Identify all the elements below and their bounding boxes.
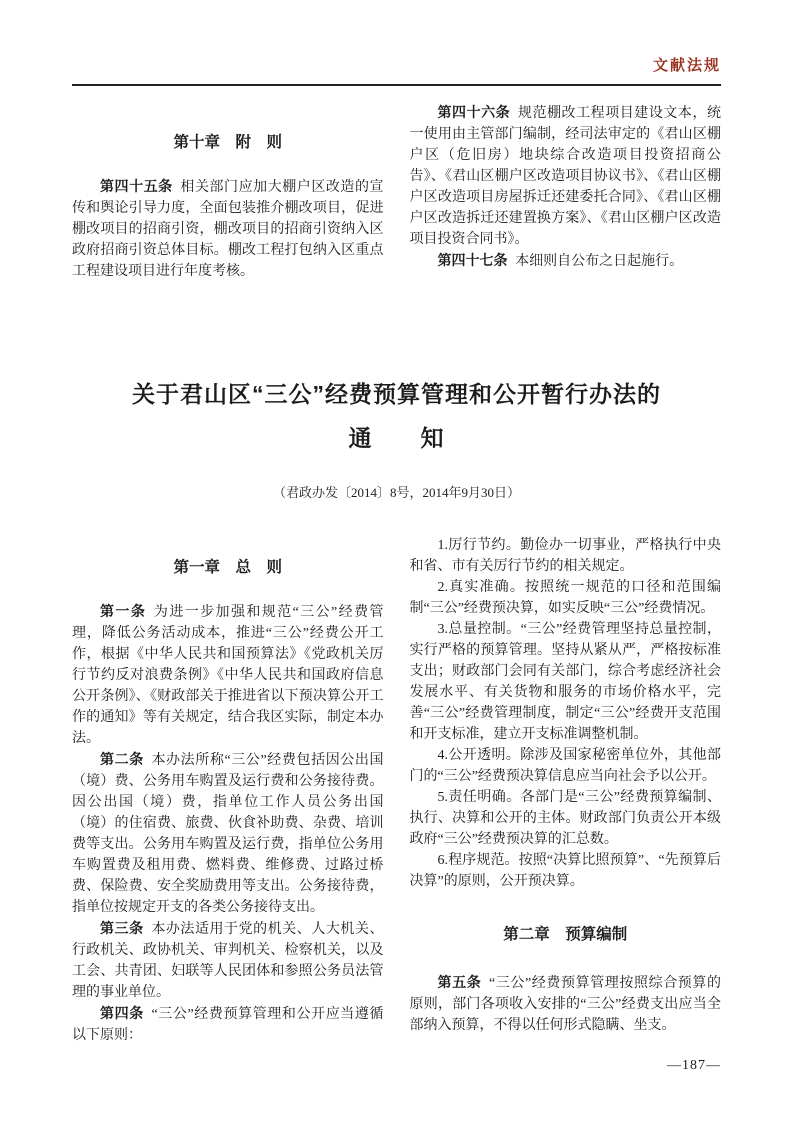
principle-item-2: 2.真实准确。按照统一规范的口径和范围编制“三公”经费预决算，如实反映“三公”经费情况。: [409, 579, 721, 616]
top-section: [72, 102, 721, 282]
article-47-text: 本细则自公布之日起施行。: [515, 254, 684, 269]
article-46-paragraph: [410, 102, 722, 250]
article-4-text: “三公”经费预算管理和公开应当遵循以下原则：: [72, 1006, 384, 1043]
article-46-text: 规范棚改工程项目建设文本，统一使用由主管部门编制，经司法审定的《君山区棚户区（危旧房）地块综合改造项目投资招商公告》、《君山区棚户区改造项目协议书》、《君山区棚户区改造项目房屋拆迁还建委托合同》、《君山区棚户区改造拆迁还建置换方案》、《君山区棚户区改造项目投资合同书》。: [409, 106, 722, 247]
article-4-lead: 第四条: [100, 1004, 144, 1021]
article-45-lead: 第四十五条: [100, 178, 173, 194]
article-45-text: 相关部门应加大棚户区改造的宣传和舆论引导力度，全面包装推介棚改项目，促进棚改项目的招商引资，棚改项目的招商引资纳入区政府招商引资总体目标。棚改工程打包纳入区重点工程建设项目进行年度考核。: [72, 180, 384, 279]
article-1-paragraph: [72, 601, 384, 749]
main-section: [72, 535, 721, 1046]
article-1-lead: 第一条: [100, 602, 147, 619]
article-3-lead: 第三条: [100, 919, 144, 936]
document-title-line1: 关于君山区“三公”经费预算管理和公开暂行办法的: [132, 381, 661, 407]
principle-item-6: 6.程序规范。按照“决算比照预算”、“先预算后决算”的原则，公开预决算。: [409, 852, 721, 889]
principle-item-5: 5.责任明确。各部门是“三公”经费预算编制、执行、决算和公开的主体。财政部门负责公开本级政府“三公”经费预决算的汇总数。: [409, 789, 721, 847]
article-47-lead: 第四十七条: [437, 252, 508, 268]
main-right-column: [410, 535, 722, 1046]
article-47-paragraph: [410, 250, 722, 272]
page-header: [72, 54, 721, 75]
article-2-paragraph: [72, 749, 384, 918]
article-3-paragraph: [72, 918, 384, 1003]
principle-item-3: 3.总量控制。“三公”经费管理坚持总量控制，实行严格的预算管理。坚持从紧从严，严格按标准支出；财政部门会同有关部门，综合考虑经济社会发展水平、有关货物和服务的市场价格水平，完善“三公”经费管理制度，制定“三公”经费开支范围和开支标准，建立开支标准调整机制。: [409, 621, 721, 742]
article-1-text: 为进一步加强和规范“三公”经费管理，降低公务活动成本，推进“三公”经费公开工作，根据《中华人民共和国预算法》《党政机关厉行节约反对浪费条例》《中华人民共和国政府信息公开条例》、《财政部关于推进省以下预决算公开工作的通知》等有关规定，结合我区实际，制定本办法。: [72, 604, 384, 746]
document-source-note: （君政办发〔2014〕8号，2014年9月30日）: [272, 484, 520, 500]
header-rule: [72, 84, 721, 86]
principle-item-1: 1.厉行节约。勤俭办一切事业，严格执行中央和省、市有关厉行节约的相关规定。: [409, 537, 721, 574]
top-right-column: [410, 102, 722, 282]
article-5-text: “三公”经费预算管理按照综合预算的原则，部门各项收入安排的“三公”经费支出应当全部纳入预算，不得以任何形式隐瞒、坐支。: [409, 975, 721, 1033]
principle-item-4: 4.公开透明。除涉及国家秘密单位外，其他部门的“三公”经费预决算信息应当向社会予以公开。: [409, 747, 721, 784]
article-2-lead: 第二条: [100, 750, 144, 767]
article-4-paragraph: [72, 1003, 384, 1046]
header-section-label: 文献法规: [652, 57, 721, 74]
article-5-paragraph: [410, 972, 722, 1036]
article-45-paragraph: [72, 176, 384, 282]
chapter-1-heading: 第一章 总 则: [173, 558, 282, 576]
page-number: —187—: [667, 1058, 721, 1073]
article-5-lead: 第五条: [437, 973, 482, 990]
notice-title-block: [72, 380, 721, 501]
article-2-text: 本办法所称“三公”经费包括因公出国（境）费、公务用车购置及运行费和公务接待费。因公出国（境）费，指单位工作人员公务出国（境）的住宿费、旅费、伙食补助费、杂费、培训费等支出。公务用车购置及运行费，指单位公务用车购置费及租用费、燃料费、维修费、过路过桥费、保险费、安全奖励费用等支出。公务接待费，指单位按规定开支的各类公务接待支出。: [72, 752, 384, 915]
chapter-2-heading: 第二章 预算编制: [503, 925, 628, 943]
article-3-text: 本办法适用于党的机关、人大机关、行政机关、政协机关、审判机关、检察机关，以及工会、共青团、妇联等人民团体和参照公务员法管理的事业单位。: [72, 921, 384, 1000]
top-left-column: [72, 102, 384, 282]
article-46-lead: 第四十六条: [437, 104, 511, 120]
main-left-column: [72, 535, 384, 1046]
chapter-10-heading: 第十章 附 则: [173, 134, 282, 151]
document-title-line2: 通 知: [348, 424, 445, 451]
